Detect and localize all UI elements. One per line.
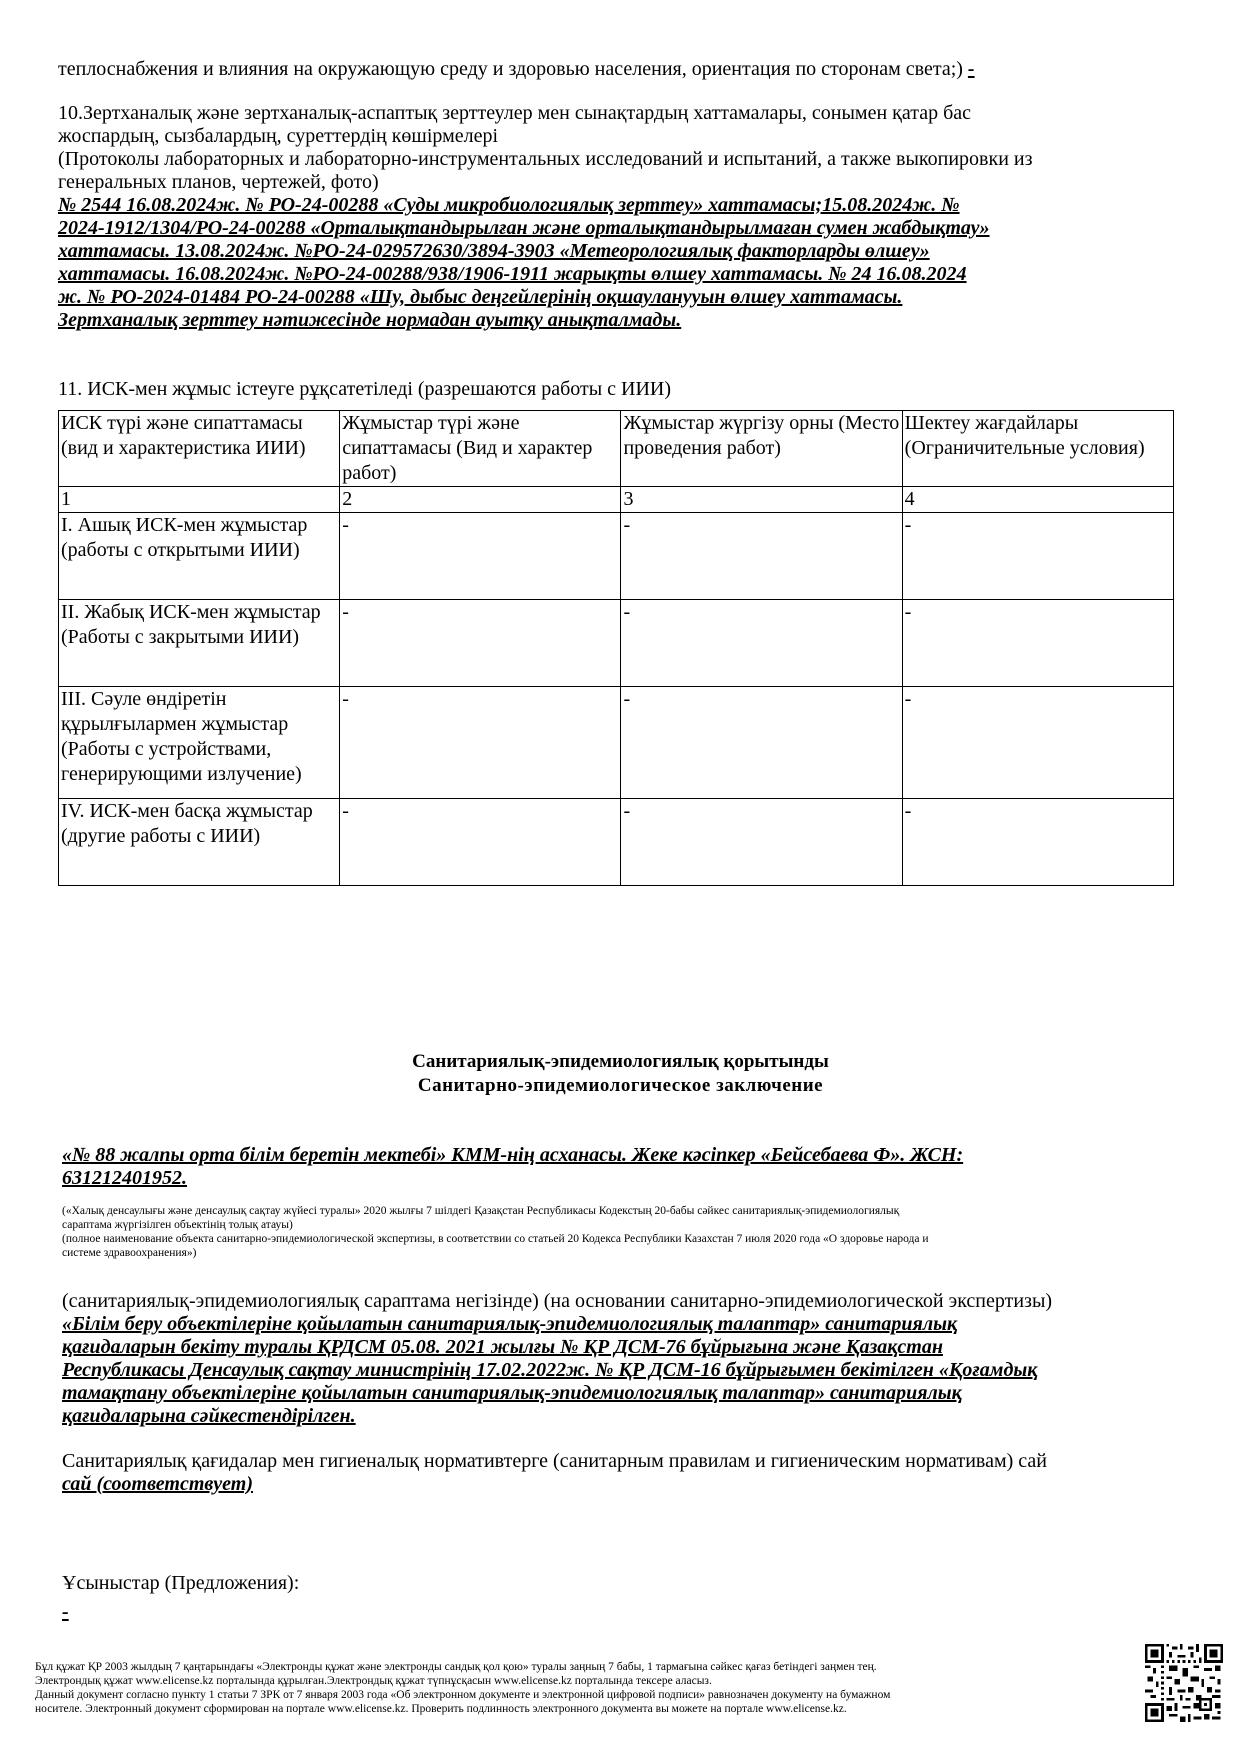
row-name-cell: IV. ИСК-мен басқа жұмыстар (другие работы с ИИИ) [59, 799, 340, 886]
table-cell: - [340, 600, 621, 687]
header-cell: Жұмыстар жүргізу орны (Место проведения работ) [621, 411, 902, 487]
note-ru-line: (полное наименование объекта санитарно-эпидемиологической экспертизы, в соответствии со статьей 20 Кодекса Республики Казахстан 7 июля 2020 года «О здоровье народа и [62, 1233, 929, 1245]
object-note [62, 1204, 1182, 1260]
item10-title-ru-2: генеральных планов, чертежей, фото) [58, 171, 379, 193]
item10-value-line: хаттамасы. 13.08.2024ж. №РО-24-029572630/3894-3903 «Метеорологиялық факторларды өлшеу» [58, 240, 930, 262]
basis-line: Республикасы Денсаулық сақтау министрінің 17.02.2022ж. № ҚР ДСМ-16 бұйрығымен бекітілген «Қоғамдық [62, 1359, 1038, 1381]
table-header-row [59, 411, 1174, 487]
row-name-cell: II. Жабық ИСК-мен жұмыстар (Работы с закрытыми ИИИ) [59, 600, 340, 687]
iii-table [58, 410, 1174, 886]
compliance-section [62, 1450, 1212, 1496]
number-cell: 2 [340, 487, 621, 513]
item10-value-line: Зертханалық зерттеу нәтижесінде нормадан ауытқу анықталмады. [58, 309, 682, 331]
item10-value-line: № 2544 16.08.2024ж. № РО-24-00288 «Суды микробиологиялық зерттеу» хаттамасы;15.08.2024ж. № [58, 194, 960, 216]
table-cell: - [902, 799, 1173, 886]
item10-value-line: ж. № РО-2024-01484 РО-24-00288 «Шу, дыбыс деңгейлерінің оқшауланууын өлшеу хаттамасы. [58, 286, 903, 308]
object-name-line: «№ 88 жалпы орта білім беретін мектебі» КММ-нің асханасы. Жеке кәсіпкер «Бейсебаева Ф». ЖСН: [62, 1144, 964, 1166]
table-cell: - [340, 513, 621, 600]
item10-title-kz-1: 10.Зертханалық және зертханалық-аспаптық зерттеулер мен сынақтардың хаттамалары, сонымен қатар бас [58, 102, 972, 124]
object-name-line: 631212401952. [62, 1167, 187, 1189]
basis-line: қағидаларын бекіту туралы ҚРДСМ 05.08. 2021 жылғы № ҚР ДСМ-76 бұйрығына және Қазақстан [62, 1336, 943, 1358]
item10-value-line: 2024-1912/1304/РО-24-00288 «Орталықтандырылған және орталықтандырылмаған сумен жабдықтау» [58, 217, 990, 239]
conclusion-heading [0, 1050, 1241, 1098]
compliance-value: сай (соответствует) [62, 1473, 254, 1495]
continuation-value: - [967, 58, 975, 80]
table-cell: - [621, 799, 902, 886]
table-row [59, 600, 1174, 687]
table-row [59, 513, 1174, 600]
note-kz-line: сараптама жүргізілген объектінің толық атауы) [62, 1219, 293, 1231]
conclusion-heading-ru: Санитарно-эпидемиологическое заключение [417, 1075, 824, 1096]
proposals-value: - [62, 1601, 69, 1623]
number-cell: 1 [59, 487, 340, 513]
item11-title: 11. ИСК-мен жұмыс істеуге рұқсатетіледі (разрешаются работы с ИИИ) [58, 378, 672, 400]
object-name [62, 1144, 1212, 1190]
footer-line: Электрондық құжат www.elicense.kz порталында құрылған.Электрондық құжат түпнұсқасын www.elicense.kz порталында тексере аласыз. [35, 1675, 712, 1687]
proposals-label: Ұсыныстар (Предложения): [62, 1572, 300, 1594]
item10-section [58, 102, 1208, 332]
header-cell: ИСК түрі және сипаттамасы (вид и характеристика ИИИ) [59, 411, 340, 487]
continuation-line [58, 58, 975, 81]
footer-line: Бұл құжат ҚР 2003 жылдың 7 қаңтарындағы «Электронды құжат және электронды сандық қол қою» туралы заңның 7 бабы, 1 тармағына сәйкес қағаз бетіндегі заңмен тең. [35, 1661, 877, 1673]
table-cell: - [340, 687, 621, 799]
basis-line: «Білім беру объектілеріне қойылатын санитариялық-эпидемиологиялық талаптар» санитариялық [62, 1313, 958, 1335]
basis-line: тамақтану объектілеріне қойылатын санитариялық-эпидемиологиялық талаптар» санитариялық [62, 1382, 962, 1404]
table-cell: - [621, 513, 902, 600]
row-name-cell: III. Сәуле өндіретін құрылғылармен жұмыстар (Работы с устройствами, генерирующими излучение) [59, 687, 340, 799]
number-cell: 4 [902, 487, 1173, 513]
table-row [59, 687, 1174, 799]
item10-value-line: хаттамасы. 16.08.2024ж. №РО-24-00288/938/1906-1911 жарықты өлшеу хаттамасы. № 24 16.08.2024 [58, 263, 967, 285]
basis-label: (санитариялық-эпидемиологиялық сараптама негізінде) (на основании санитарно-эпидемиологической экспертизы) [62, 1290, 1053, 1312]
table-number-row [59, 487, 1174, 513]
footer-line: Данный документ согласно пункту 1 статьи 7 ЗРК от 7 января 2003 года «Об электронном документе и электронной цифровой подписи» равнозначен документу на бумажном [35, 1689, 891, 1701]
conclusion-heading-kz: Санитариялық-эпидемиологиялық қорытынды [412, 1051, 829, 1072]
item10-title-ru-1: (Протоколы лабораторных и лабораторно-инструментальных исследований и испытаний, а также выкопировки из [58, 148, 1033, 170]
table-cell: - [902, 600, 1173, 687]
continuation-text: теплоснабжения и влияния на окружающую среду и здоровью населения, ориентация по сторонам света;) [58, 58, 963, 80]
note-ru-line: системе здравоохранения») [62, 1247, 197, 1259]
header-cell: Жұмыстар түрі және сипаттамасы (Вид и характер работ) [340, 411, 621, 487]
table-cell: - [621, 600, 902, 687]
basis-line: қағидаларына сәйкестендірілген. [62, 1405, 356, 1427]
item10-title-kz-2: жоспардың, сызбалардың, суреттердің көшірмелері [58, 125, 499, 147]
footer [35, 1660, 1135, 1716]
number-cell: 3 [621, 487, 902, 513]
proposals-section [62, 1572, 299, 1624]
table-row [59, 799, 1174, 886]
basis-section [62, 1290, 1212, 1428]
header-cell: Шектеу жағдайлары (Ограничительные условия) [902, 411, 1173, 487]
table-cell: - [340, 799, 621, 886]
compliance-label: Санитариялық қағидалар мен гигиеналық нормативтерге (санитарным правилам и гигиеническим нормативам) сай [62, 1450, 1047, 1472]
table-cell: - [902, 687, 1173, 799]
footer-line: носителе. Электронный документ сформирован на портале www.elicense.kz. Проверить подлинность электронного документа вы можете на портале www.elicense.kz. [35, 1703, 847, 1715]
table-cell: - [902, 513, 1173, 600]
row-name-cell: I. Ашық ИСК-мен жұмыстар (работы с открытыми ИИИ) [59, 513, 340, 600]
qr-code-icon [1145, 1644, 1223, 1722]
table-cell: - [621, 687, 902, 799]
note-kz-line: («Халық денсаулығы және денсаулық сақтау жүйесі туралы» 2020 жылғы 7 шілдегі Қазақстан Республикасы Кодекстың 20-бабы сәйкес санитариялық-эпидемиологиялық [62, 1205, 900, 1217]
